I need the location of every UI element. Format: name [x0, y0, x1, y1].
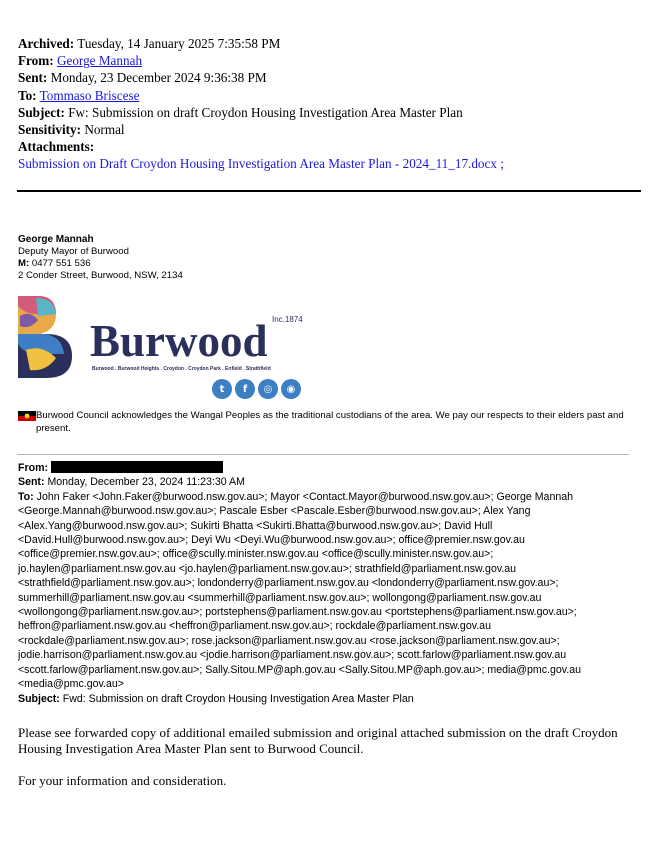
logo-tagline: Burwood . Burwood Heights . Croydon . Croydon Park . Enfield . Strathfield: [92, 366, 271, 372]
signature-title: Deputy Mayor of Burwood: [18, 246, 129, 257]
burwood-emblem-icon: [18, 296, 72, 378]
fwd-sent-value: Monday, December 23, 2024 11:23:30 AM: [47, 476, 245, 489]
signature-block: [18, 234, 183, 282]
signature-address: 2 Conder Street, Burwood, NSW, 2134: [18, 270, 183, 281]
attachments-row: [18, 138, 638, 155]
fwd-from-row: [18, 461, 630, 475]
sent-label: Sent:: [18, 70, 48, 86]
signature-name: George Mannah: [18, 234, 94, 245]
redaction-bar: [51, 461, 223, 473]
forwarded-header: [18, 461, 630, 706]
attachments-label: Attachments:: [18, 139, 95, 155]
fwd-subject-value: Fwd: Submission on draft Croydon Housing Investigation Area Master Plan: [62, 692, 414, 705]
aboriginal-flag-icon: [18, 411, 36, 421]
attachment-link[interactable]: Submission on Draft Croydon Housing Investigation Area Master Plan - 2024_11_17.docx: [18, 156, 497, 172]
sensitivity-row: [18, 121, 638, 138]
facebook-icon[interactable]: f: [235, 379, 255, 399]
to-label: To:: [18, 87, 37, 103]
burwood-logo: [16, 294, 306, 380]
subject-row: [18, 104, 638, 121]
attachment-separator: ;: [500, 156, 504, 172]
archived-header: [18, 35, 638, 173]
acknowledgement-text: Burwood Council acknowledges the Wangal Peoples as the traditional custodians of the area. We pay our respects to their elders past and present.: [36, 410, 624, 434]
fwd-to-value: John Faker <John.Faker@burwood.nsw.gov.au>; Mayor <Contact.Mayor@burwood.nsw.gov.au>; George Mannah <George.Mannah@burwood.nsw.gov.au>; Pascale Esber <Pascale.Esber@burwood.nsw.gov.au>; Alex Yang <Alex.Yang@burwood.nsw.gov.au>; Sukirti Bhatta <Sukirti.Bhatta@burwood.nsw.gov.au>; David Hull <David.Hull@burwood.nsw.gov.au>; Deyi Wu <Deyi.Wu@burwood.nsw.gov.au>; office@premier.nsw.gov.au <office@premier.nsw.gov.au>; office@scully.minister.nsw.gov.au <office@scully.minister.nsw.gov.au>; jo.haylen@parliament.nsw.gov.au <jo.haylen@parliament.nsw.gov.au>; strathfield@parliament.nsw.gov.au <strathfield@parliament.nsw.gov.au>; londonderry@parliament.nsw.gov.au <londonderry@parliament.nsw.gov.au>; summerhill@parliament.nsw.gov.au <summerhill@parliament.nsw.gov.au>; wollongong@parliament.nsw.gov.au <wollongong@parliament.nsw.gov.au>; portstephens@parliament.nsw.gov.au <portstephens@parliament.nsw.gov.au>; heffron@parliament.nsw.gov.au <heffron@parliament.nsw.gov.au>; rockdale@parliament.nsw.gov.au <rockdale@parliament.nsw.gov.au>; rose.jackson@parliament.nsw.gov.au <rose.jackson@parliament.nsw.gov.au>; jodie.harrison@parliament.nsw.gov.au <jodie.harrison@parliament.nsw.gov.au>; scott.farlow@parliament.nsw.gov.au <scott.farlow@parliament.nsw.gov.au>; Sally.Sitou.MP@aph.gov.au <Sally.Sitou.MP@aph.gov.au>; media@pmc.gov.au <media@pmc.gov.au>: [18, 490, 581, 691]
fwd-sent-label: Sent:: [18, 476, 45, 489]
logo-inc: Inc.1874: [272, 315, 303, 324]
subject-value: Fw: Submission on draft Croydon Housing Investigation Area Master Plan: [68, 104, 463, 120]
from-row: [18, 52, 638, 69]
logo-wordmark: Burwood: [90, 316, 268, 366]
body-paragraph-2: For your information and consideration.: [18, 773, 227, 788]
archived-row: [18, 35, 638, 52]
sent-row: [18, 69, 638, 86]
from-label: From:: [18, 53, 54, 69]
attachment-row: [18, 155, 638, 172]
archived-label: Archived:: [18, 36, 75, 51]
to-row: [18, 87, 638, 104]
sent-value: Monday, 23 December 2024 9:36:38 PM: [50, 70, 267, 86]
from-link[interactable]: George Mannah: [56, 53, 143, 69]
mobile-value: 0477 551 536: [31, 258, 91, 269]
to-link[interactable]: Tommaso Briscese: [39, 87, 140, 103]
instagram-icon[interactable]: ◎: [258, 379, 278, 399]
signature-mobile: [18, 258, 183, 270]
fwd-to-row: [18, 490, 630, 692]
fwd-subject-label: Subject:: [18, 692, 60, 705]
subject-label: Subject:: [18, 104, 65, 120]
sensitivity-value: Normal: [84, 122, 125, 138]
sensitivity-label: Sensitivity:: [18, 122, 82, 138]
twitter-icon[interactable]: t: [212, 379, 232, 399]
mobile-label: M:: [18, 258, 30, 269]
acknowledgement: [18, 410, 634, 435]
fwd-sent-row: [18, 475, 630, 489]
fwd-subject-row: [18, 692, 630, 706]
fwd-to-label: To:: [18, 490, 34, 503]
body-paragraph-1: Please see forwarded copy of additional emailed submission and original attached submission on the draft Croydon Housing Investigation Area Master Plan sent to Burwood Council.: [18, 725, 618, 757]
signature-divider: [17, 454, 629, 455]
social-icons: [212, 379, 301, 399]
header-divider: [17, 190, 641, 192]
wechat-icon[interactable]: ◉: [281, 379, 301, 399]
fwd-from-label: From:: [18, 462, 49, 474]
archived-value: Tuesday, 14 January 2025 7:35:58 PM: [77, 36, 281, 51]
